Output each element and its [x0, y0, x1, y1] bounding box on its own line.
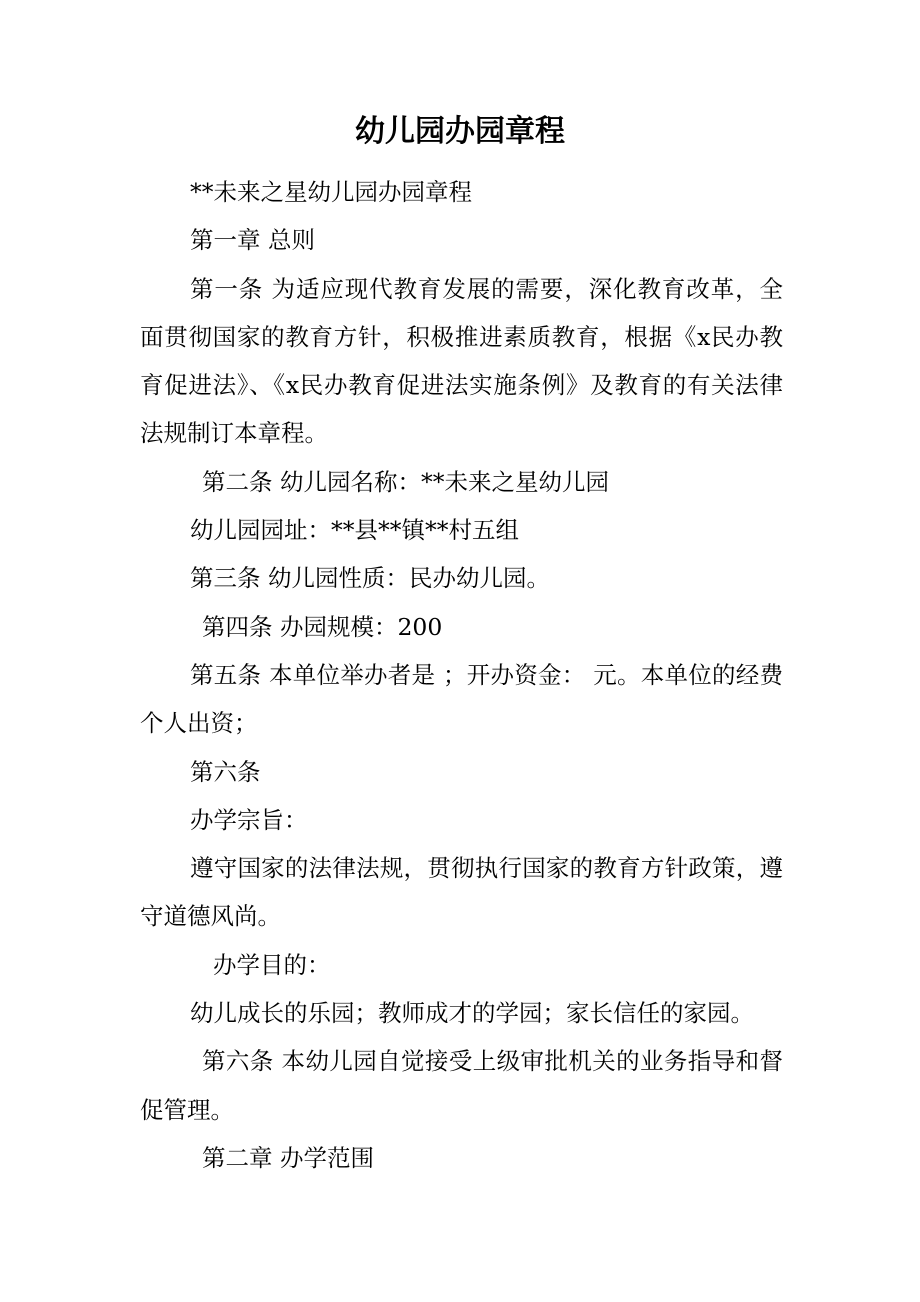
paragraph-subtitle: **未来之星幼儿园办园章程 — [190, 178, 472, 206]
chapter-heading: 第二章 办学范围 — [202, 1143, 374, 1172]
chapter-heading: 第一章 总则 — [190, 226, 315, 255]
article-paragraph: 第五条 本单位举办者是 ；开办资金： 元。本单位的经费个人出资； — [140, 660, 783, 738]
article-paragraph: 第二条 幼儿园名称：**未来之星幼儿园 — [202, 467, 609, 496]
document-title: 幼儿园办园章程 — [355, 114, 565, 149]
article-paragraph: 遵守国家的法律法规，贯彻执行国家的教育方针政策，遵守道德风尚。 — [140, 854, 783, 931]
article-paragraph: 幼儿园园址：**县**镇**村五组 — [190, 516, 519, 545]
article-paragraph: 第一条 为适应现代教育发展的需要，深化教育改革，全面贯彻国家的教育方针，积极推进素质教育，根据《x民办教育促进法》、《x民办教育促进法实施条例》及教育的有关法律法规制订本章程。 — [140, 274, 783, 448]
article-paragraph: 第六条 本幼儿园自觉接受上级审批机关的业务指导和督促管理。 — [140, 1047, 783, 1124]
article-paragraph: 第六条 — [190, 757, 261, 786]
document-body — [140, 168, 783, 1182]
article-paragraph: 幼儿成长的乐园；教师成才的学园；家长信任的家园。 — [190, 999, 754, 1028]
article-paragraph: 办学目的： — [213, 950, 331, 979]
article-paragraph: 第三条 幼儿园性质：民办幼儿园。 — [190, 564, 550, 593]
article-paragraph: 第四条 办园规模：200 — [202, 612, 443, 641]
article-paragraph: 办学宗旨： — [190, 805, 308, 834]
